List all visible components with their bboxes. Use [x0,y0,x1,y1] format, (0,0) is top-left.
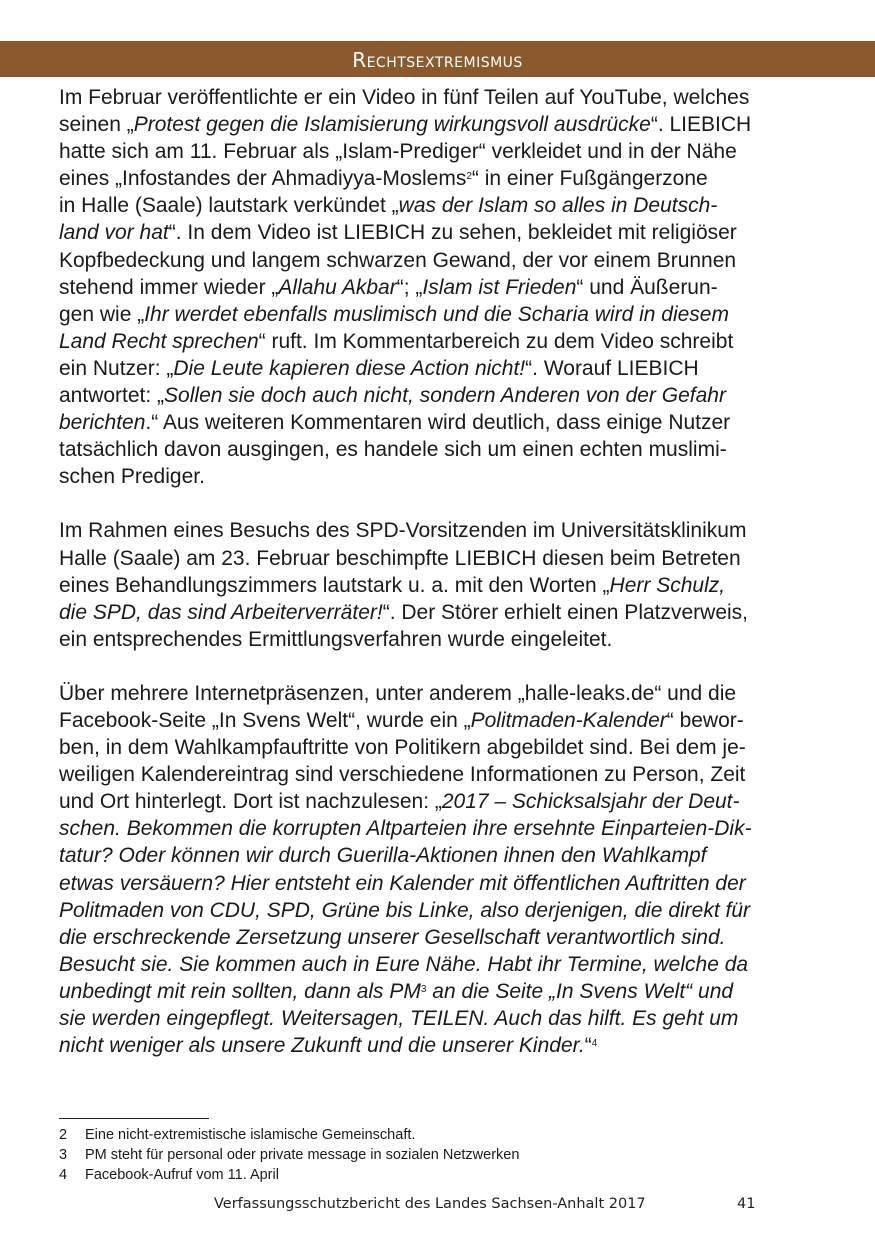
text-run: antwortet: „ [59,384,165,408]
italic-quote: schen. Bekommen die korrupten Altparteien ihre ersehnte Einparteien-Dik- [59,817,752,841]
text-run: weiligen Kalendereintrag sind verschiedene Informationen zu Person, Zeit [59,763,746,787]
text-line [59,707,819,734]
text-line [59,626,819,653]
italic-quote: Die Leute kapieren diese Action nicht! [173,356,526,380]
text-run: Halle (Saale) am 23. Februar beschimpfte LIEBICH diesen beim Betreten [59,546,741,570]
italic-quote: Islam ist Frieden [422,275,577,299]
paragraph [59,680,819,1059]
italic-quote: nicht weniger als unsere Zukunft und die unserer Kinder. [59,1034,585,1058]
footnote-number: 2 [59,1127,68,1143]
section-title: Rechtsextremismus [352,48,523,72]
text-line [59,572,819,599]
footnote-text: Eine nicht-extremistische islamische Gemeinschaft. [85,1127,416,1143]
text-run: Im Rahmen eines Besuchs des SPD-Vorsitzenden im Universitätsklinikum [59,519,747,543]
italic-quote: was der Islam so alles in Deutsch- [398,194,718,218]
footnote-4 [59,1165,519,1185]
text-line [59,247,819,274]
text-run: eines Behandlungszimmers lautstark u. a. mit den Worten „ [59,573,610,597]
text-line [59,219,819,246]
italic-quote: tatur? Oder können wir durch Guerilla-Aktionen ihnen den Wahlkampf [59,844,707,868]
footnote-ref: 2 [466,171,472,183]
text-line [59,870,819,897]
italic-quote: Protest gegen die Islamisierung wirkungsvoll ausdrücke [133,113,651,137]
footnote-divider [59,1118,209,1119]
text-run: “ [584,1034,592,1058]
footnote-number: 4 [59,1167,68,1183]
text-line [59,924,819,951]
italic-quote: Land Recht sprechen [59,329,259,353]
text-line [59,761,819,788]
text-run: ein entsprechendes Ermittlungsverfahren wurde eingeleitet. [59,627,613,651]
text-line [59,301,819,328]
text-line [59,138,819,165]
text-run: “ in einer Fußgängerzone [471,167,708,191]
text-line [59,788,819,815]
text-run: “. In dem Video ist LIEBICH zu sehen, bekleidet mit religiöser [168,221,737,245]
text-line [59,734,819,761]
footnotes [59,1125,519,1185]
text-line [59,1005,819,1032]
text-line [59,111,819,138]
italic-quote: 2017 – Schicksalsjahr der Deut- [441,790,740,814]
text-line [59,815,819,842]
text-line [59,842,819,869]
italic-quote: land vor hat [59,221,169,245]
paragraph-gap [59,653,819,680]
footnote-text: Facebook-Aufruf vom 11. April [85,1167,279,1183]
footnote-ref: 4 [591,1038,598,1050]
italic-quote: Herr Schulz, [609,573,726,597]
italic-quote: unbedingt mit rein sollten, dann als PM [59,979,421,1003]
text-run: ein Nutzer: „ [59,356,174,380]
italic-quote: an die Seite „In Svens Welt“ und [426,979,734,1003]
text-line [59,897,819,924]
main-text [59,84,819,1059]
text-line [59,165,819,192]
paragraph [59,84,819,490]
text-line [59,517,819,544]
text-line [59,382,819,409]
text-line [59,1032,819,1059]
text-line [59,84,819,111]
text-run: Im Februar veröffentlichte er ein Video in fünf Teilen auf YouTube, welches [59,86,750,109]
text-run: stehend immer wieder „ [59,275,279,299]
footnote-3 [59,1145,519,1165]
italic-quote: etwas versäuern? Hier entsteht ein Kalender mit öffentlichen Auftritten der [59,871,746,895]
text-line [59,192,819,219]
text-line [59,409,819,436]
text-run: gen wie „ [59,302,145,326]
text-run: “ bewor- [666,708,744,732]
text-run: “ und Äußerun- [576,275,718,299]
text-run: “. Worauf LIEBICH [525,356,699,380]
text-line [59,463,819,490]
text-line [59,978,819,1005]
text-line [59,274,819,301]
text-run: schen Prediger. [59,465,205,489]
text-run: ben, in dem Wahlkampfauftritte von Politikern abgebildet sind. Bei dem je- [59,736,746,760]
paragraph [59,517,819,652]
footnote-ref: 3 [420,983,427,995]
footnote-number: 3 [59,1147,68,1163]
italic-quote: die erschreckende Zersetzung unserer Gesellschaft verantwortlich sind. [59,925,726,949]
footer-title: Verfassungsschutzbericht des Landes Sachsen-Anhalt 2017 [214,1196,646,1212]
text-run: in Halle (Saale) lautstark verkündet „ [59,194,399,218]
text-run: .“ Aus weiteren Kommentaren wird deutlich, dass einige Nutzer [145,411,731,435]
italic-quote: sie werden eingepflegt. Weitersagen, TEILEN. Auch das hilft. Es geht um [59,1007,739,1030]
italic-quote: Allahu Akbar [278,275,397,299]
text-run: Kopfbedeckung und langem schwarzen Gewand, der vor einem Brunnen [59,248,737,272]
text-line [59,545,819,572]
italic-quote: die SPD, das sind Arbeiterverräter! [59,600,383,624]
text-line [59,328,819,355]
text-run: “. Der Störer erhielt einen Platzverweis, [382,600,749,624]
footnote-2 [59,1125,519,1145]
text-run: eines „Infostandes der Ahmadiyya-Moslems [59,167,467,191]
text-run: “ ruft. Im Kommentarbereich zu dem Video schreibt [258,329,734,353]
page-number: 41 [737,1196,756,1212]
paragraph-gap [59,490,819,517]
italic-quote: Politmaden von CDU, SPD, Grüne bis Linke, also derjenigen, die direkt für [59,898,751,922]
text-run: seinen „ [59,113,134,137]
section-header [0,41,875,77]
italic-quote: berichten [59,411,146,435]
text-run: “. LIEBICH [650,113,752,137]
text-line [59,680,819,707]
footnote-text: PM steht für personal oder private message in sozialen Netzwerken [85,1147,520,1163]
italic-quote: Politmaden-Kalender [470,708,667,732]
text-line [59,599,819,626]
italic-quote: Ihr werdet ebenfalls muslimisch und die Scharia wird in diesem [144,302,729,326]
text-run: und Ort hinterlegt. Dort ist nachzulesen: „ [59,790,442,814]
text-run: “; „ [396,275,423,299]
text-run: tatsächlich davon ausgingen, es handele sich um einen echten muslimi- [59,438,727,462]
text-line [59,951,819,978]
italic-quote: Sollen sie doch auch nicht, sondern Anderen von der Gefahr [164,384,726,408]
text-run: hatte sich am 11. Februar als „Islam-Prediger“ verkleidet und in der Nähe [59,140,737,164]
text-run: Facebook-Seite „In Svens Welt“, wurde ein „ [59,708,471,732]
text-line [59,355,819,382]
italic-quote: Besucht sie. Sie kommen auch in Eure Nähe. Habt ihr Termine, welche da [59,952,749,976]
text-line [59,436,819,463]
text-run: Über mehrere Internetpräsenzen, unter anderem „halle-leaks.de“ und die [59,681,737,705]
